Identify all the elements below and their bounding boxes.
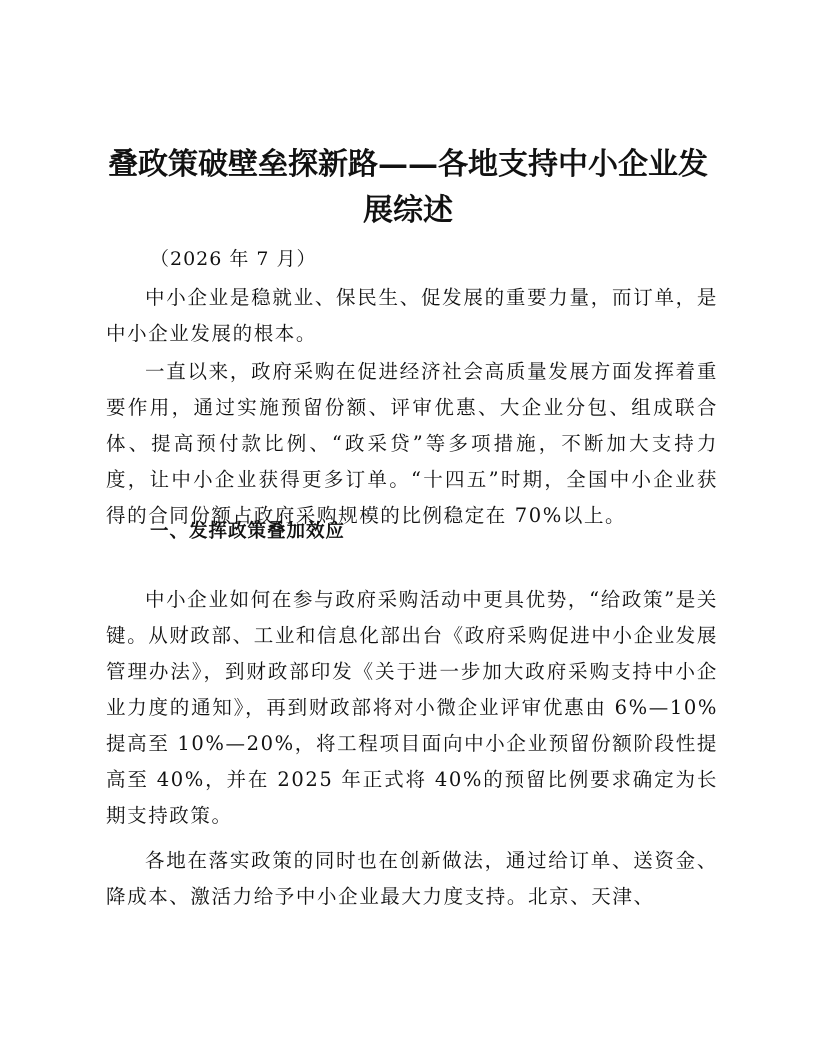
paragraph-policy: 中小企业如何在参与政府采购活动中更具优势，“给政策”是关键。从财政部、工业和信息化部出台《政府采购促进中小企业发展管理办法》，到财政部印发《关于进一步加大政府采购支持中小企业力度的通知》，再到财政部将对小微企业评审优惠由 6%—10%提高至 10%—20%，将工程项目面向中小企业预留份额阶段性提高至 40%，并在 2025 年正式将 40%的预留比例要求确定为长期支持政策。: [106, 588, 718, 827]
section-heading: 一、发挥政策叠加效应: [150, 521, 346, 542]
paragraph-local-practice: 各地在落实政策的同时也在创新做法，通过给订单、送资金、降成本、激活力给予中小企业最大力度支持。北京、天津、: [106, 849, 718, 908]
paragraph-background: 一直以来，政府采购在促进经济社会高质量发展方面发挥着重要作用，通过实施预留份额、评审优惠、大企业分包、组成联合体、提高预付款比例、“政采贷”等多项措施，不断加大支持力度，让中小企业获得更多订单。“十四五”时期，全国中小企业获得的合同份额占政府采购规模的比例稳定在 70%以上。: [106, 360, 718, 527]
paragraph-intro: 中小企业是稳就业、保民生、促发展的重要力量，而订单，是中小企业发展的根本。: [106, 286, 718, 345]
document-date: （2026 年 7 月）: [150, 248, 317, 270]
document-title: 叠政策破壁垒探新路——各地支持中小企业发展综述: [108, 147, 708, 228]
